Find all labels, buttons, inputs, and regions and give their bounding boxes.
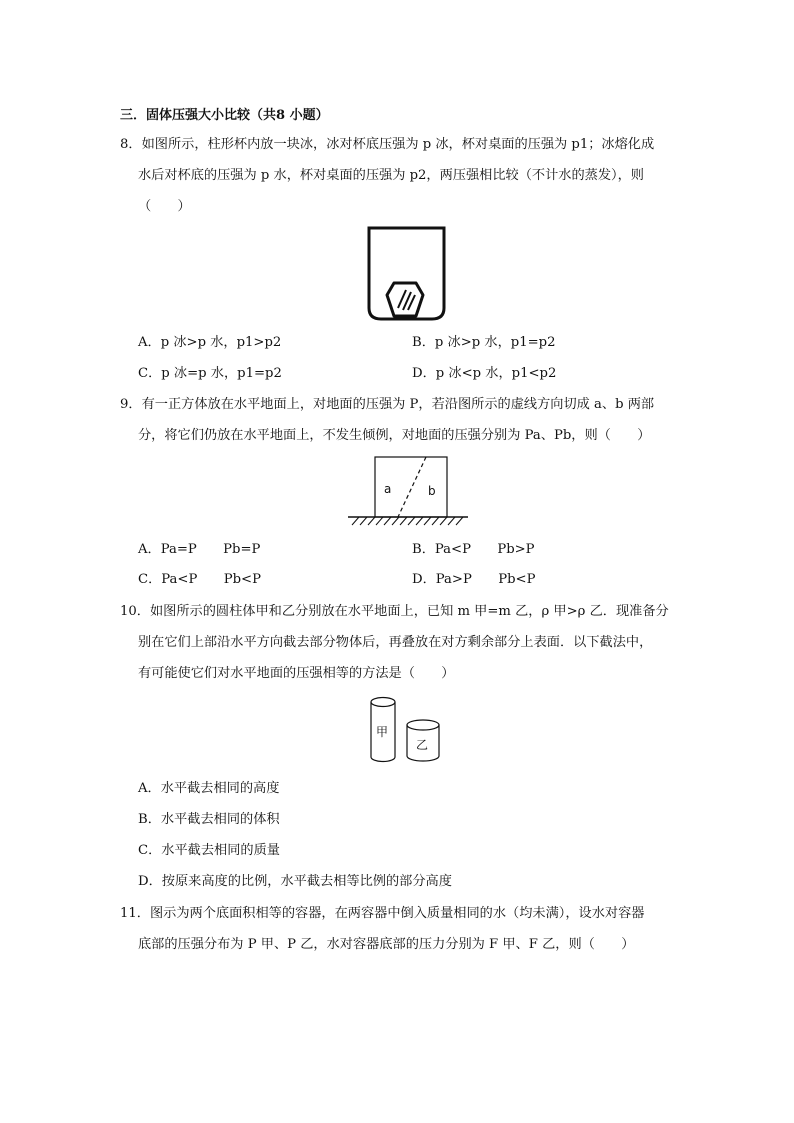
question-10-text-line-3: 有可能使它们对水平地面的压强相等的方法是（ ） — [138, 666, 455, 681]
question-10-cylinders-figure — [366, 695, 446, 765]
question-9-option-d: D．Pa>P Pb<P — [412, 572, 536, 587]
question-9-option-a: A．Pa=P Pb=P — [138, 542, 261, 557]
question-9-option-b: B．Pa<P Pb>P — [412, 542, 535, 557]
question-8-text-line-1: 8．如图所示，柱形杯内放一块冰，冰对杯底压强为 p 冰，杯对桌面的压强为 p1；冰熔化成 — [120, 137, 655, 152]
cylinder-yi-label: 乙 — [416, 738, 429, 752]
question-8-option-b: B．p 冰>p 水，p1=p2 — [412, 335, 556, 350]
ice-block-icon — [387, 283, 423, 316]
question-9-text-line-2: 分，将它们仍放在水平地面上，不发生倾例，对地面的压强分别为 Pa、Pb，则（ ） — [138, 428, 651, 443]
question-11-text-line-2: 底部的压强分布为 P 甲、P 乙，水对容器底部的压力分别为 F 甲、F 乙，则（ ） — [138, 937, 635, 952]
cut-dashed-line — [398, 457, 426, 517]
question-9-text-line-1: 9．有一正方体放在水平地面上，对地面的压强为 P，若沿图所示的虚线方向切成 a、b 两部 — [120, 397, 655, 412]
cube-label-b: b — [428, 484, 436, 498]
cylinder-jia-label: 甲 — [376, 725, 389, 739]
question-8-option-d: D．p 冰<p 水，p1<p2 — [412, 366, 557, 381]
question-10-option-a: A．水平截去相同的高度 — [138, 781, 280, 796]
question-11-text-line-1: 11．图示为两个底面积相等的容器，在两容器中倒入质量相同的水（均未满），设水对容器 — [120, 906, 645, 921]
question-8-option-a: A．p 冰>p 水，p1>p2 — [138, 335, 282, 350]
question-10-option-d: D．按原来高度的比例，水平截去相等比例的部分高度 — [138, 874, 452, 889]
cube-label-a: a — [384, 482, 392, 496]
question-8-text-line-2: 水后对杯底的压强为 p 水，杯对桌面的压强为 p2，两压强相比较（不计水的蒸发），则 — [138, 168, 644, 183]
question-8-text-line-3: （ ） — [138, 199, 191, 214]
question-9-cube-figure — [346, 455, 470, 527]
question-8-option-c: C．p 冰=p 水，p1=p2 — [138, 366, 282, 381]
question-10-option-b: B．水平截去相同的体积 — [138, 812, 280, 827]
question-10-text-line-2: 别在它们上部沿水平方向截去部分物体后，再叠放在对方剩余部分上表面．以下截法中， — [138, 635, 653, 650]
section-title: 三．固体压强大小比较（共8 小题） — [120, 108, 329, 123]
question-10-text-line-1: 10．如图所示的圆柱体甲和乙分别放在水平地面上，已知 m 甲=m 乙，ρ 甲>ρ 乙．现准备分 — [120, 604, 669, 619]
question-10-option-c: C．水平截去相同的质量 — [138, 843, 280, 858]
question-8-cup-figure — [366, 226, 448, 322]
question-9-option-c: C．Pa<P Pb<P — [138, 572, 261, 587]
ground-hatch — [352, 517, 463, 525]
